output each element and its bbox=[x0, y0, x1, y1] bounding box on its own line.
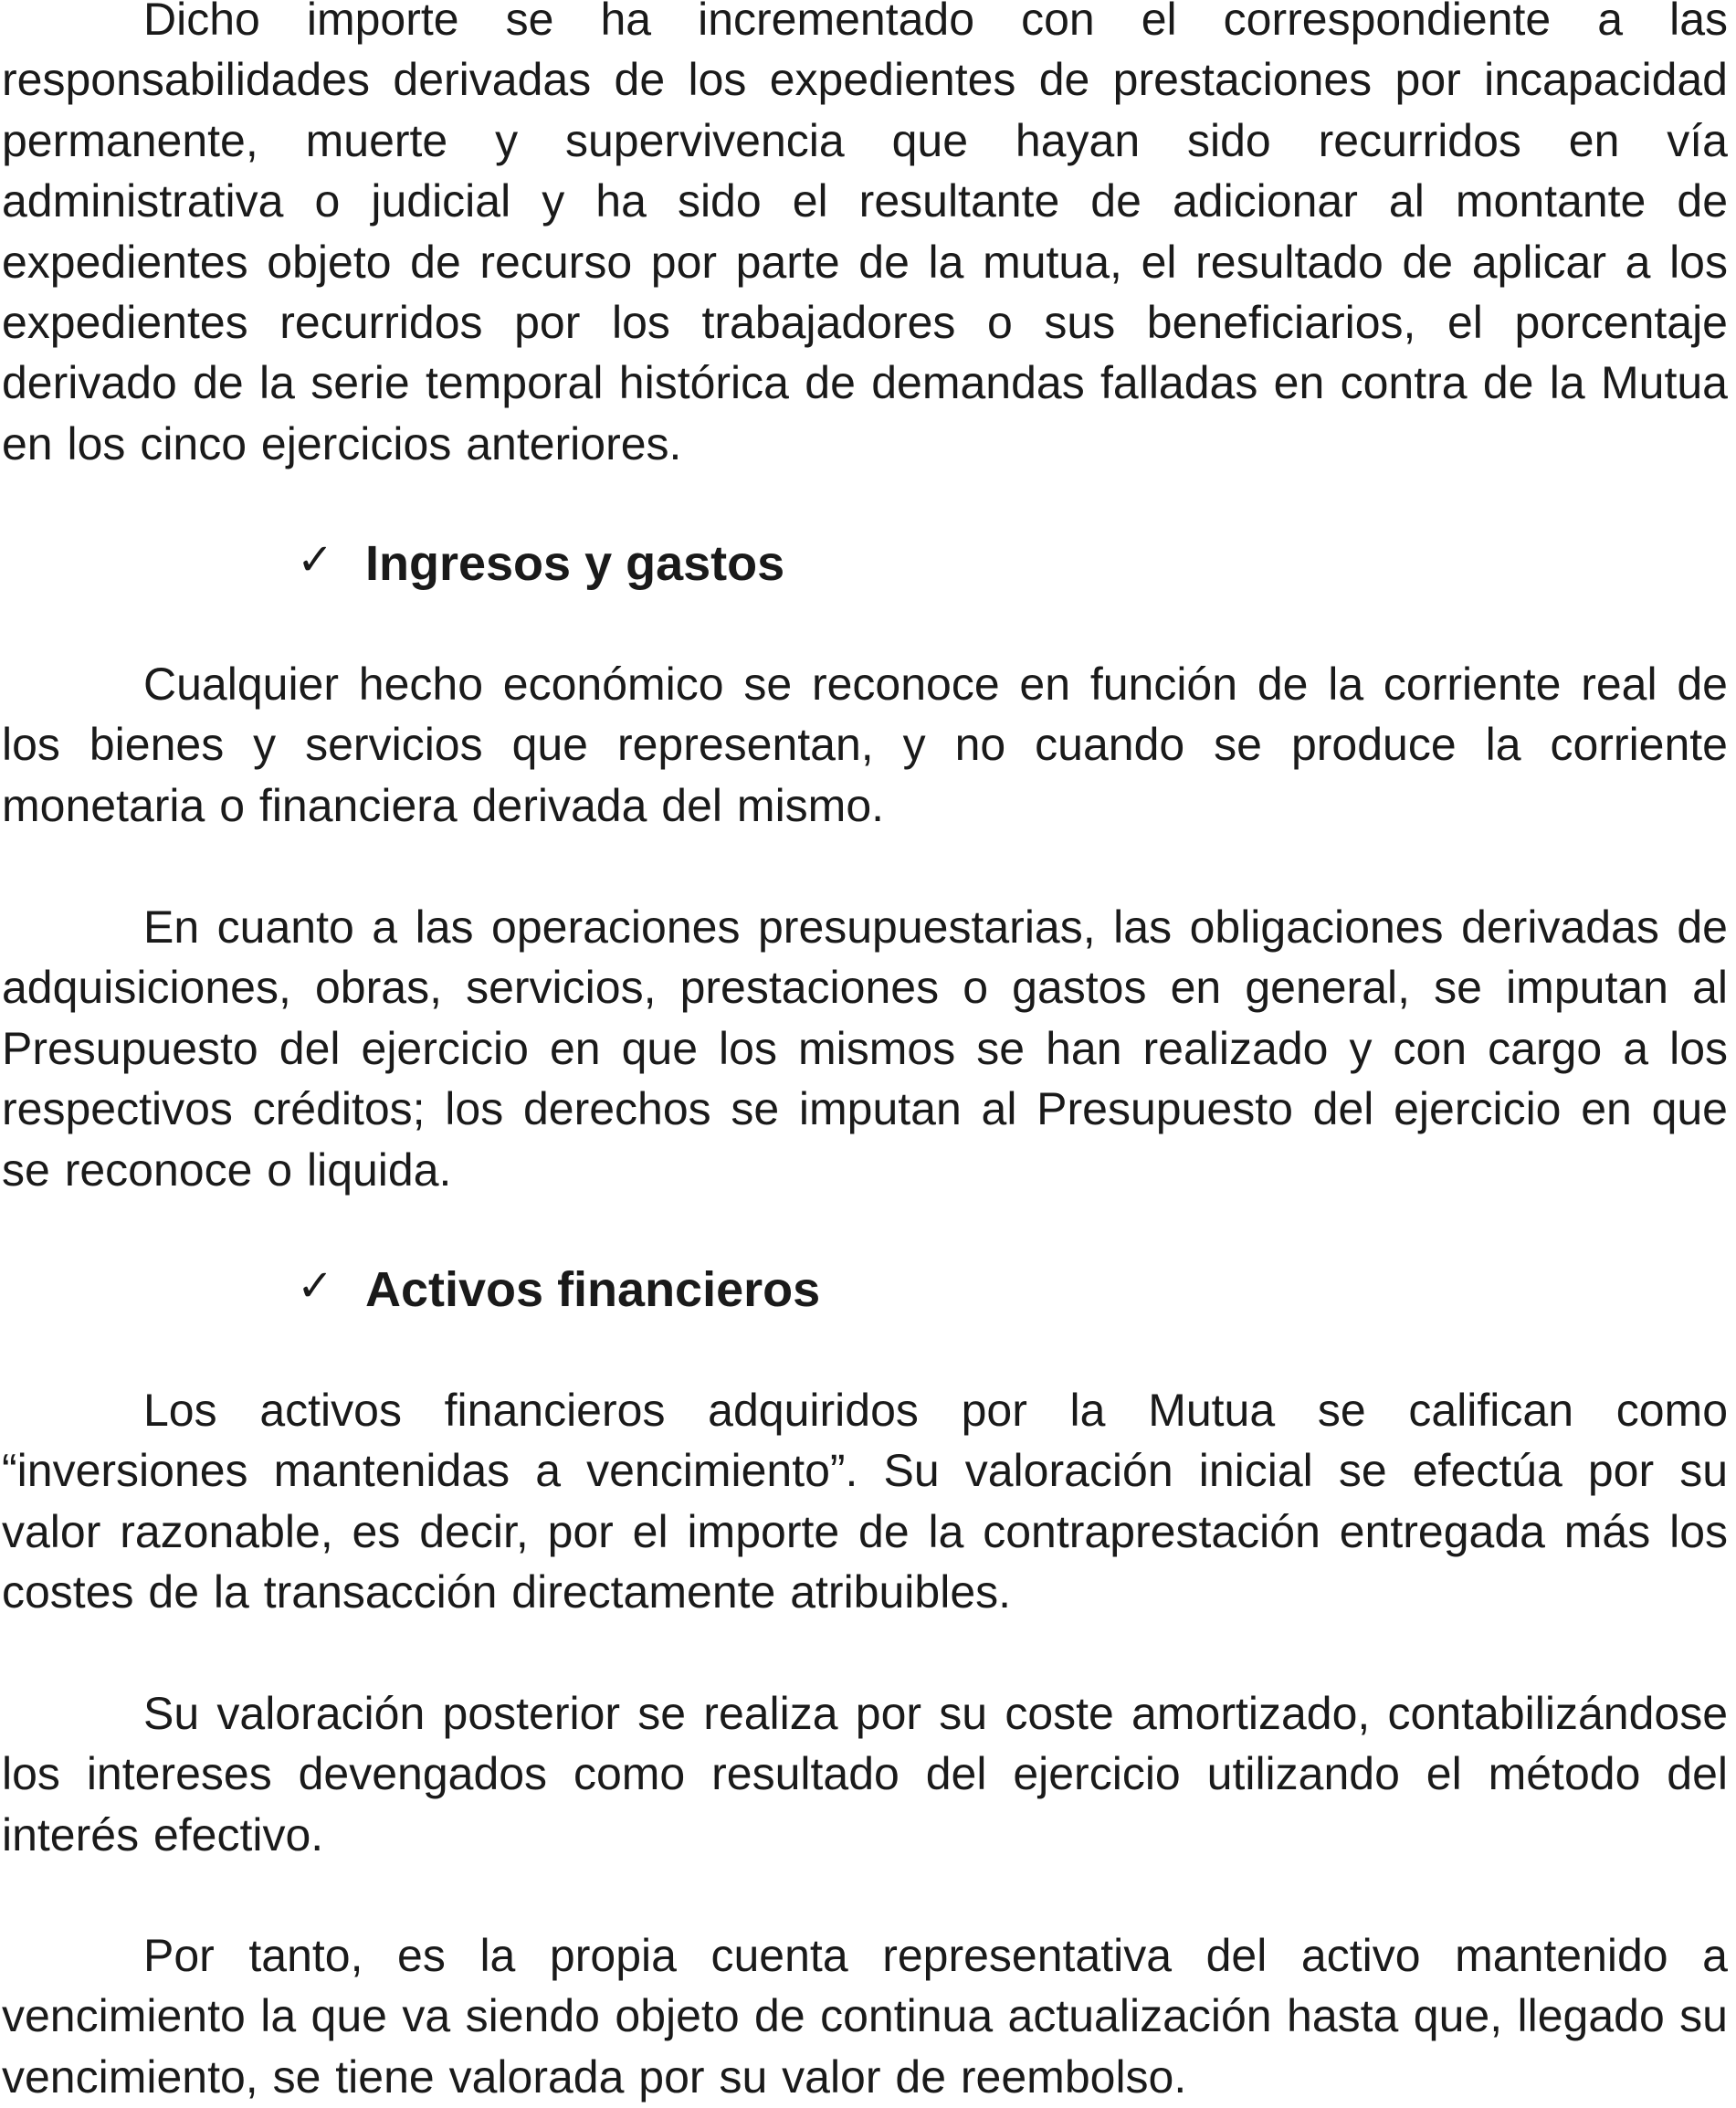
section-heading-text: Activos financieros bbox=[365, 1262, 821, 1317]
checkmark-icon: ✓ bbox=[297, 1262, 334, 1311]
paragraph-cuenta-representativa: Por tanto, es la propia cuenta representativa del activo mantenido a vencimiento la que va siendo objeto de continua actualización hasta que, llegado su vencimiento, se tiene valorada por su valor de reembolso. bbox=[2, 1930, 1728, 2103]
section-heading-ingresos-y-gastos bbox=[297, 531, 784, 594]
paragraph-activos-adquiridos: Los activos financieros adquiridos por la Mutua se califican como “inversiones mantenidas a vencimiento”. Su valoración inicial se efectúa por su valor razonable, es decir, por el importe de la contraprestación entregada más los costes de la transacción directamente atribuibles. bbox=[2, 1385, 1728, 1618]
checkmark-icon: ✓ bbox=[297, 536, 334, 585]
paragraph-valoracion-posterior: Su valoración posterior se realiza por su coste amortizado, contabilizándose los intereses devengados como resultado del ejercicio utilizando el método del interés efectivo. bbox=[2, 1688, 1728, 1860]
paragraph-hecho-economico: Cualquier hecho económico se reconoce en función de la corriente real de los bienes y servicios que representan, y no cuando se produce la corriente monetaria o financiera derivada del mismo. bbox=[2, 659, 1728, 831]
paragraph-operaciones-presupuestarias: En cuanto a las operaciones presupuestarias, las obligaciones derivadas de adquisiciones, obras, servicios, prestaciones o gastos en general, se imputan al Presupuesto del ejercicio en que los mismos se han realizado y con cargo a los respectivos créditos; los derechos se imputan al Presupuesto del ejercicio en que se reconoce o liquida. bbox=[2, 901, 1728, 1196]
section-heading-text: Ingresos y gastos bbox=[365, 536, 785, 591]
section-heading-activos-financieros bbox=[297, 1257, 820, 1320]
paragraph-responsabilidades: Dicho importe se ha incrementado con el correspondiente a las responsabilidades derivadas de los expedientes de prestaciones por incapacidad permanente, muerte y supervivencia que hayan sido recurridos en vía administrativa o judicial y ha sido el resultante de adicionar al montante de expedientes objeto de recurso por parte de la mutua, el resultado de aplicar a los expedientes recurridos por los trabajadores o sus beneficiarios, el porcentaje derivado de la serie temporal histórica de demandas falladas en contra de la Mutua en los cinco ejercicios anteriores. bbox=[2, 0, 1728, 469]
